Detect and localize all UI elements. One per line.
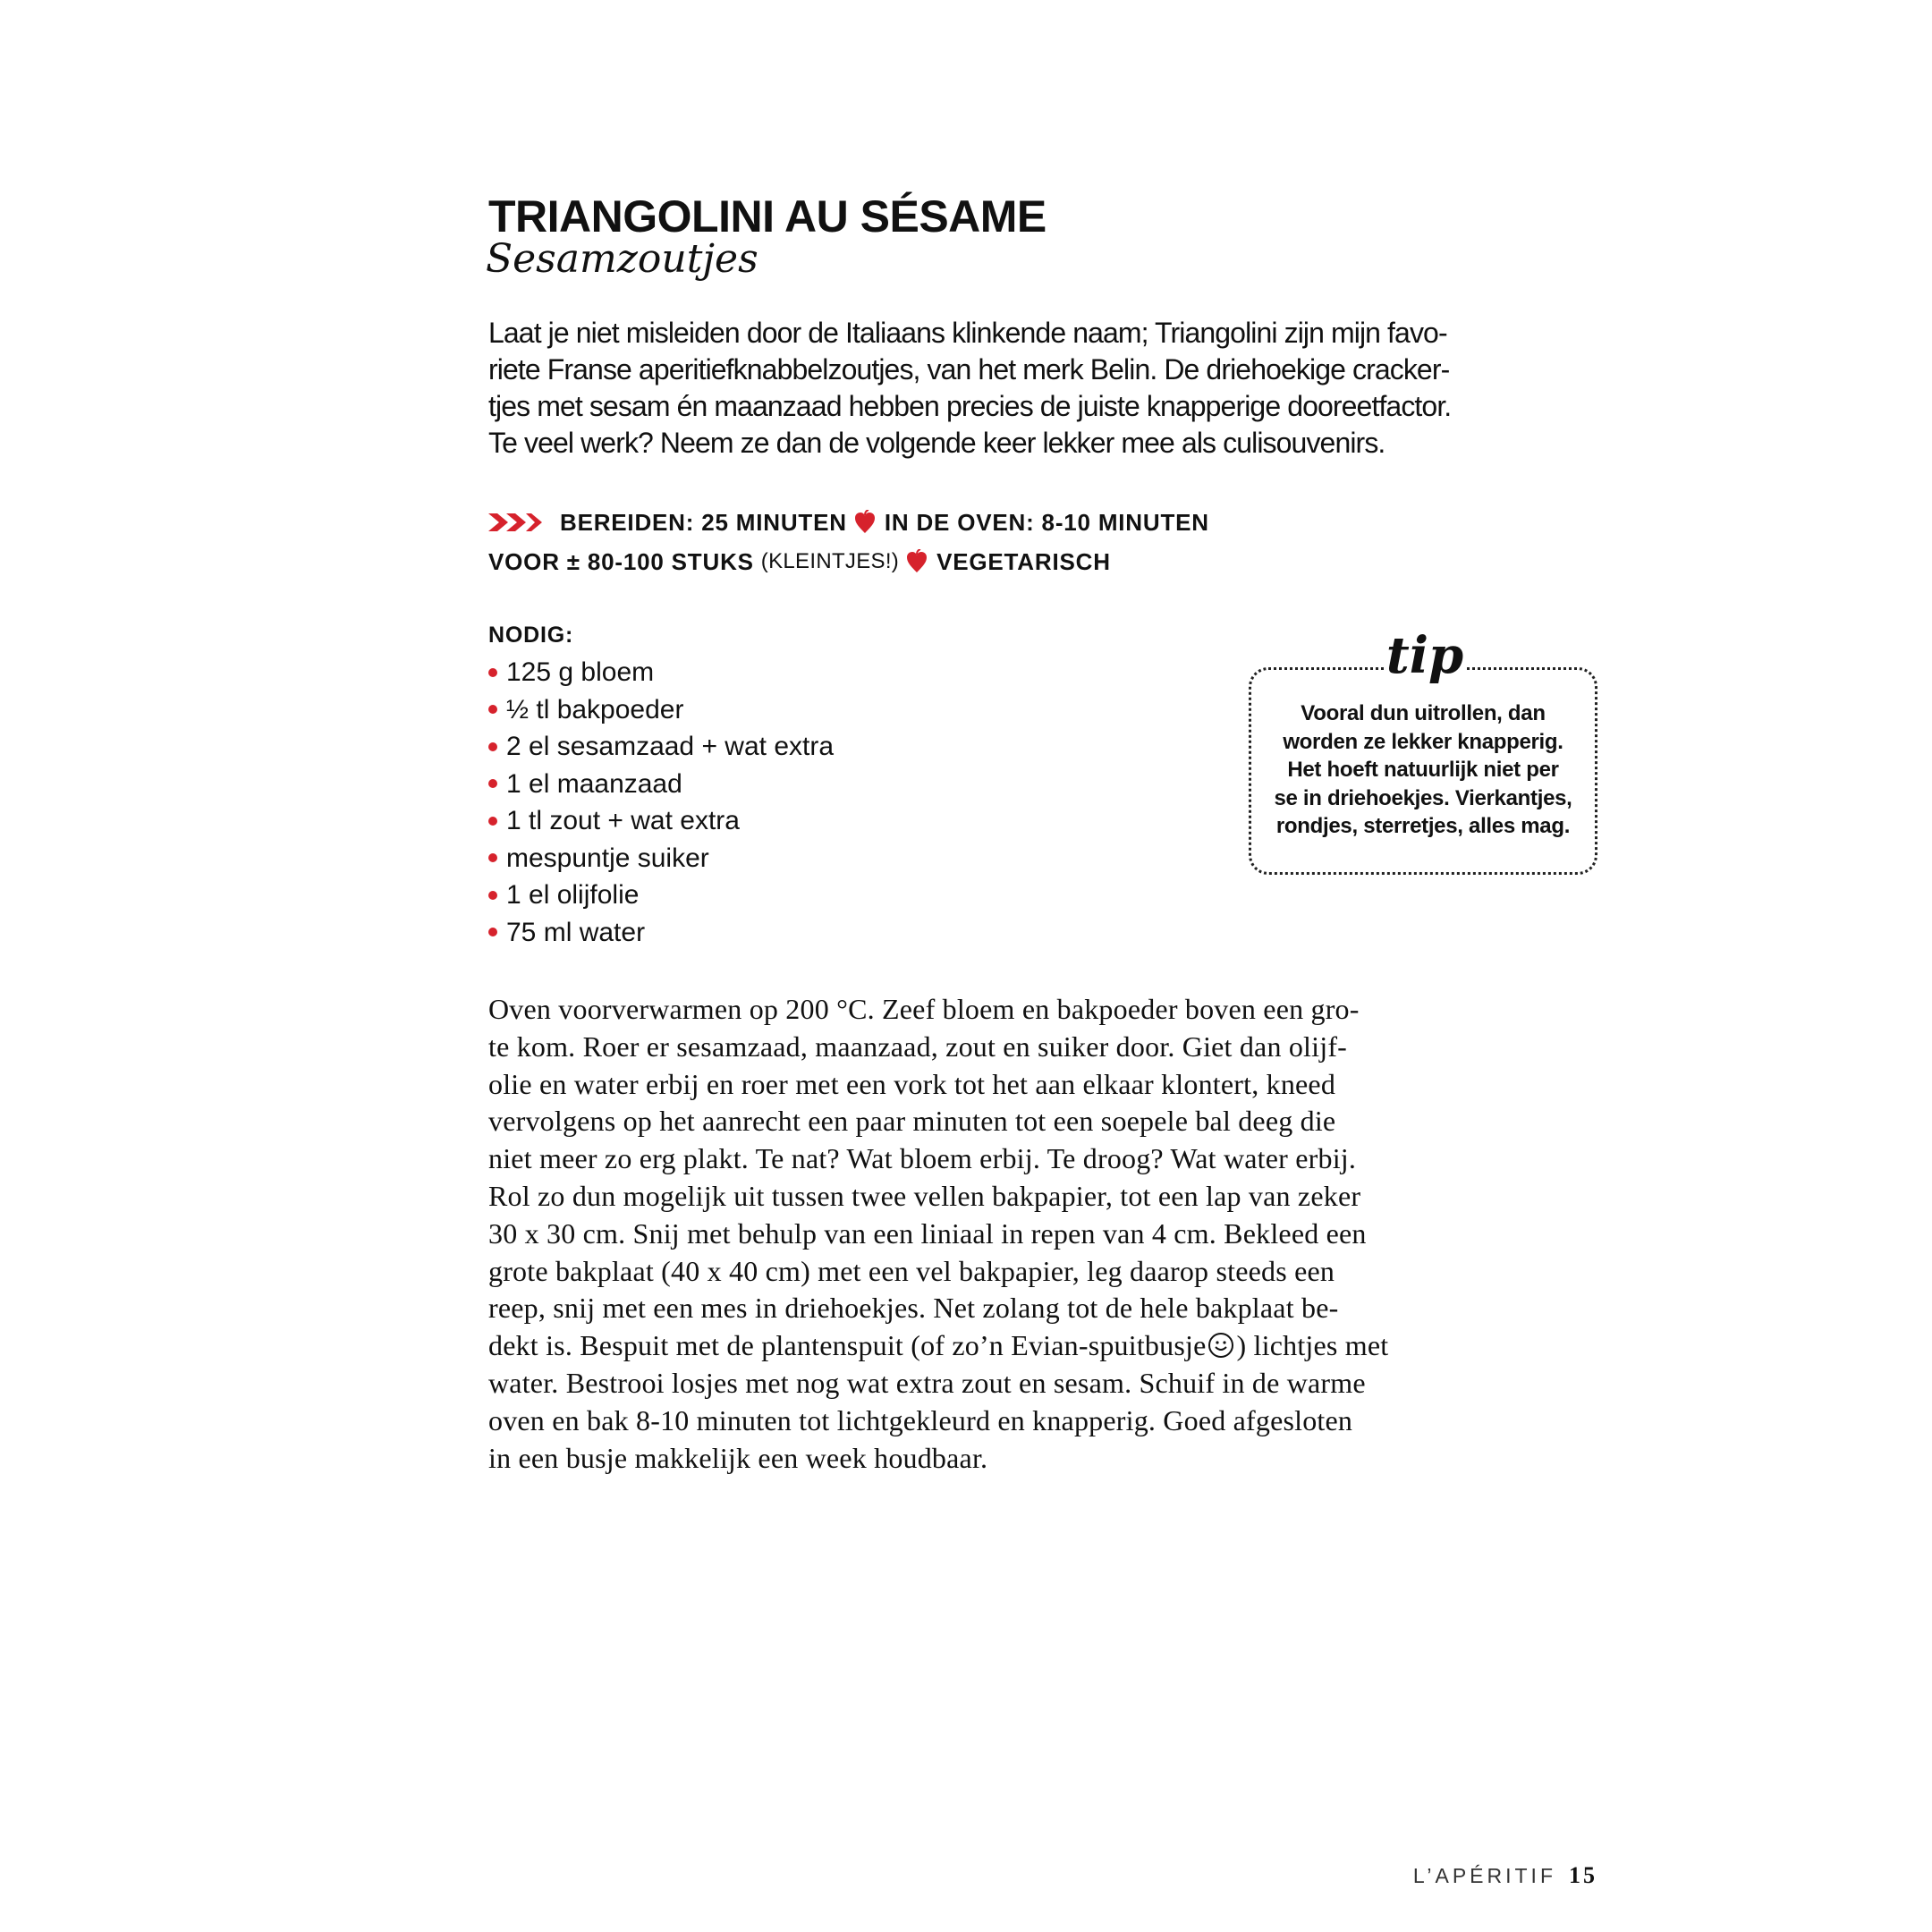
prep-time: BEREIDEN: 25 MINUTEN xyxy=(560,509,847,536)
ingredients-heading: NODIG: xyxy=(488,623,574,648)
diet-label: VEGETARISCH xyxy=(936,548,1111,575)
method-line: 30 x 30 cm. Snij met behulp van een liniaal in repen van 4 cm. Bekleed een xyxy=(488,1216,1367,1250)
yield-note: (KLEINTJES!) xyxy=(760,549,900,573)
method-line: Rol zo dun mogelijk uit tussen twee vellen bakpapier, tot een lap van zeker xyxy=(488,1179,1361,1212)
list-item xyxy=(488,766,834,803)
ingredient-text: ½ tl bakpoeder xyxy=(506,694,684,724)
list-item xyxy=(488,654,834,691)
method-line: water. Bestrooi losjes met nog wat extra zout en sesam. Schuif in de warme xyxy=(488,1366,1366,1399)
bullet-icon xyxy=(488,853,497,862)
list-item xyxy=(488,691,834,729)
section-name: L’APÉRITIF xyxy=(1412,1864,1556,1887)
bullet-icon xyxy=(488,668,497,677)
tip-line: Het hoeft natuurlijk niet per xyxy=(1287,758,1559,782)
method-line: in een busje makkelijk een week houdbaar. xyxy=(488,1441,988,1474)
heart-icon xyxy=(854,510,876,535)
method-line: reep, snij met een mes in driehoekjes. Net zolang tot de hele bakplaat be- xyxy=(488,1292,1339,1325)
intro-paragraph xyxy=(488,315,1472,462)
method-line xyxy=(488,1327,1508,1365)
tip-line: Vooral dun uitrollen, dan xyxy=(1301,701,1546,725)
method-line: oven en bak 8-10 minuten tot lichtgekleurd en knapperig. Goed afgesloten xyxy=(488,1403,1353,1436)
ingredient-text: 1 el olijfolie xyxy=(506,880,640,910)
list-item xyxy=(488,802,834,840)
ingredient-text: 2 el sesamzaad + wat extra xyxy=(506,732,835,761)
bullet-icon xyxy=(488,742,497,751)
recipe-meta-row-1 xyxy=(488,506,1383,538)
tip-line: worden ze lekker knapperig. xyxy=(1283,729,1563,754)
method-line: grote bakplaat (40 x 40 cm) met een vel bakpapier, leg daarop steeds een xyxy=(488,1254,1335,1287)
recipe-subtitle: Sesamzoutjes xyxy=(486,236,758,282)
tip-label: tip xyxy=(1384,626,1466,691)
ingredient-text: 1 el maanzaad xyxy=(506,768,682,799)
method-line: vervolgens op het aanrecht een paar minuten tot een soepele bal deeg die xyxy=(488,1105,1336,1138)
intro-line: Laat je niet misleiden door de Italiaans klinkende naam; Triangolini zijn mijn favo- xyxy=(488,317,1447,349)
method-line: Oven voorverwarmen op 200 °C. Zeef bloem en bakpoeder boven een gro- xyxy=(488,993,1360,1025)
method-line-end: ) lichtjes met xyxy=(1236,1329,1389,1362)
method-paragraph xyxy=(488,991,1508,1477)
smiley-icon xyxy=(1208,1332,1234,1359)
method-line: niet meer zo erg plakt. Te nat? Wat bloem erbij. Te droog? Wat water erbij. xyxy=(488,1142,1357,1175)
bullet-icon xyxy=(488,779,497,788)
double-arrow-icon xyxy=(488,511,544,534)
ingredients-list xyxy=(488,654,834,951)
list-item xyxy=(488,728,834,766)
heart-icon xyxy=(906,549,928,574)
page-number: 15 xyxy=(1569,1862,1597,1888)
bullet-icon xyxy=(488,891,497,900)
ingredient-text: mespuntje suiker xyxy=(506,843,709,873)
intro-line: tjes met sesam én maanzaad hebben precies de juiste knapperige dooreetfactor. xyxy=(488,390,1452,422)
list-item xyxy=(488,877,834,914)
method-line: olie en water erbij en roer met een vork tot het aan elkaar klontert, kneed xyxy=(488,1067,1336,1100)
recipe-meta-row-2 xyxy=(488,546,1383,578)
list-item xyxy=(488,914,834,952)
yield: VOOR ± 80-100 STUKS xyxy=(488,548,754,575)
bullet-icon xyxy=(488,928,497,936)
method-line-start: dekt is. Bespuit met de plantenspuit (of zo’n Evian-spuitbusje xyxy=(488,1329,1207,1362)
tip-text xyxy=(1250,699,1596,841)
bullet-icon xyxy=(488,705,497,714)
ingredient-text: 75 ml water xyxy=(506,917,646,947)
method-line: te kom. Roer er sesamzaad, maanzaad, zout en suiker door. Giet dan olijf- xyxy=(488,1030,1348,1063)
oven-time: IN DE OVEN: 8-10 MINUTEN xyxy=(884,509,1209,536)
tip-line: rondjes, sterretjes, alles mag. xyxy=(1275,814,1571,838)
bullet-icon xyxy=(488,817,497,826)
page-footer xyxy=(1413,1862,1597,1889)
ingredient-text: 125 g bloem xyxy=(506,657,655,687)
recipe-title: TRIANGOLINI AU SÉSAME xyxy=(488,191,1046,242)
intro-line: riete Franse aperitiefknabbelzoutjes, van het merk Belin. De driehoekige cracker- xyxy=(488,353,1450,386)
ingredient-text: 1 tl zout + wat extra xyxy=(506,806,740,835)
intro-line: Te veel werk? Neem ze dan de volgende keer lekker mee als culisouvenirs. xyxy=(488,427,1385,459)
tip-line: se in driehoekjes. Vierkantjes, xyxy=(1274,785,1572,810)
list-item xyxy=(488,840,834,877)
